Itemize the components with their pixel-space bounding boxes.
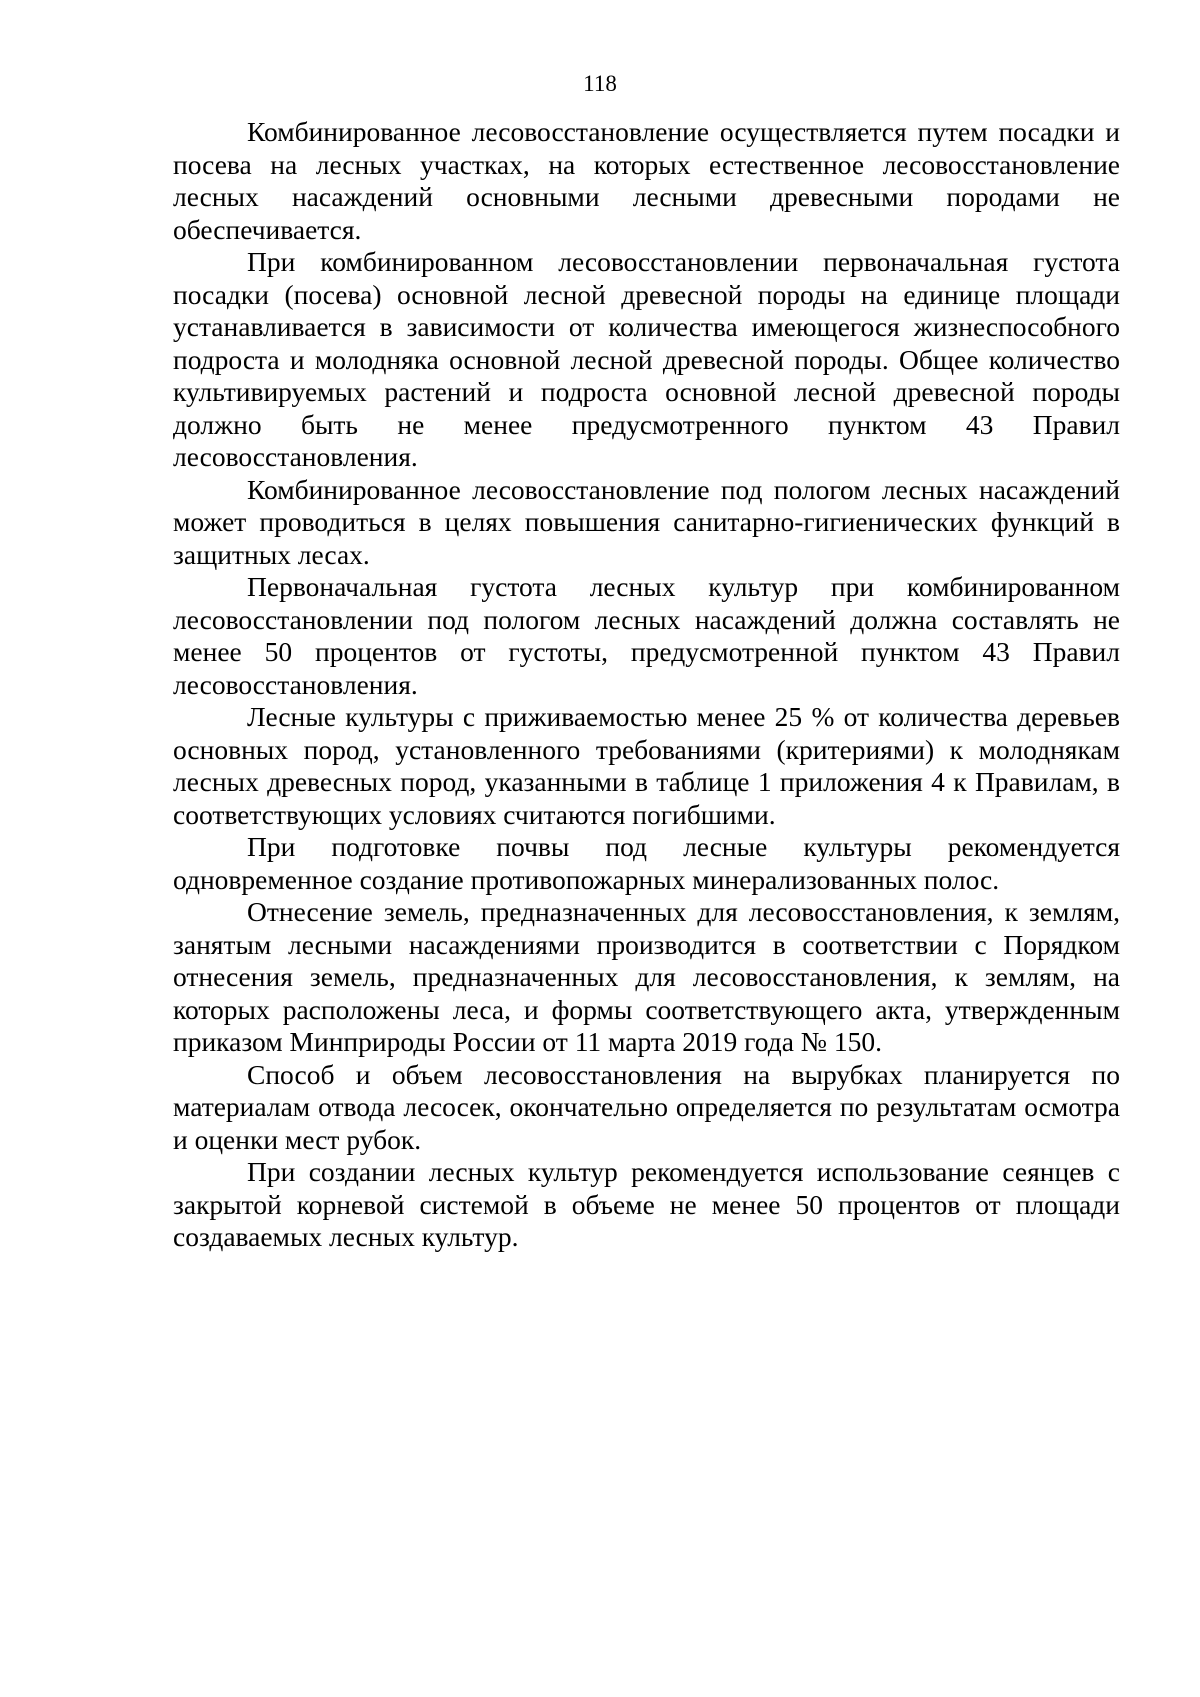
- paragraph-4: Первоначальная густота лесных культур при комбинированном лесовосстановлении под пологом лесных насаждений должна составлять не менее 50 процентов от густоты, предусмотренной пунктом 43 Правил лесовосстановления.: [173, 571, 1120, 700]
- paragraph-7: Отнесение земель, предназначенных для лесовосстановления, к землям, занятым лесными насаждениями производится в соответствии с Порядком отнесения земель, предназначенных для лесовосстановления, к землям, на которых расположены леса, и формы соответствующего акта, утвержденным приказом Минприроды России от 11 марта 2019 года № 150.: [173, 896, 1120, 1057]
- paragraph-2: При комбинированном лесовосстановлении первоначальная густота посадки (посева) основной лесной древесной породы на единице площади устанавливается в зависимости от количества имеющегося жизнеспособного подроста и молодняка основной лесной древесной породы. Общее количество культивируемых растений и подроста основной лесной древесной породы должно быть не менее предусмотренного пунктом 43 Правил лесовосстановления.: [173, 246, 1120, 472]
- paragraph-3: Комбинированное лесовосстановление под пологом лесных насаждений может проводиться в целях повышения санитарно-гигиенических функций в защитных лесах.: [173, 473, 1120, 570]
- paragraph-6: При подготовке почвы под лесные культуры рекомендуется одновременное создание противопожарных минерализованных полос.: [173, 831, 1120, 895]
- paragraph-9: При создании лесных культур рекомендуется использование сеянцев с закрытой корневой системой в объеме не менее 50 процентов от площади создаваемых лесных культур.: [173, 1156, 1120, 1252]
- page-number: 118: [583, 71, 617, 96]
- body-text: [173, 116, 1120, 1254]
- paragraph-1: Комбинированное лесовосстановление осуществляется путем посадки и посева на лесных участках, на которых естественное лесовосстановление лесных насаждений основными лесными древесными породами не обеспечивается.: [173, 116, 1120, 245]
- paragraph-8: Способ и объем лесовосстановления на вырубках планируется по материалам отвода лесосек, окончательно определяется по результатам осмотра и оценки мест рубок.: [173, 1058, 1120, 1155]
- paragraph-5: Лесные культуры с приживаемостью менее 25 % от количества деревьев основных пород, установленного требованиями (критериями) к молоднякам лесных древесных пород, указанными в таблице 1 приложения 4 к Правилам, в соответствующих условиях считаются погибшими.: [173, 701, 1120, 830]
